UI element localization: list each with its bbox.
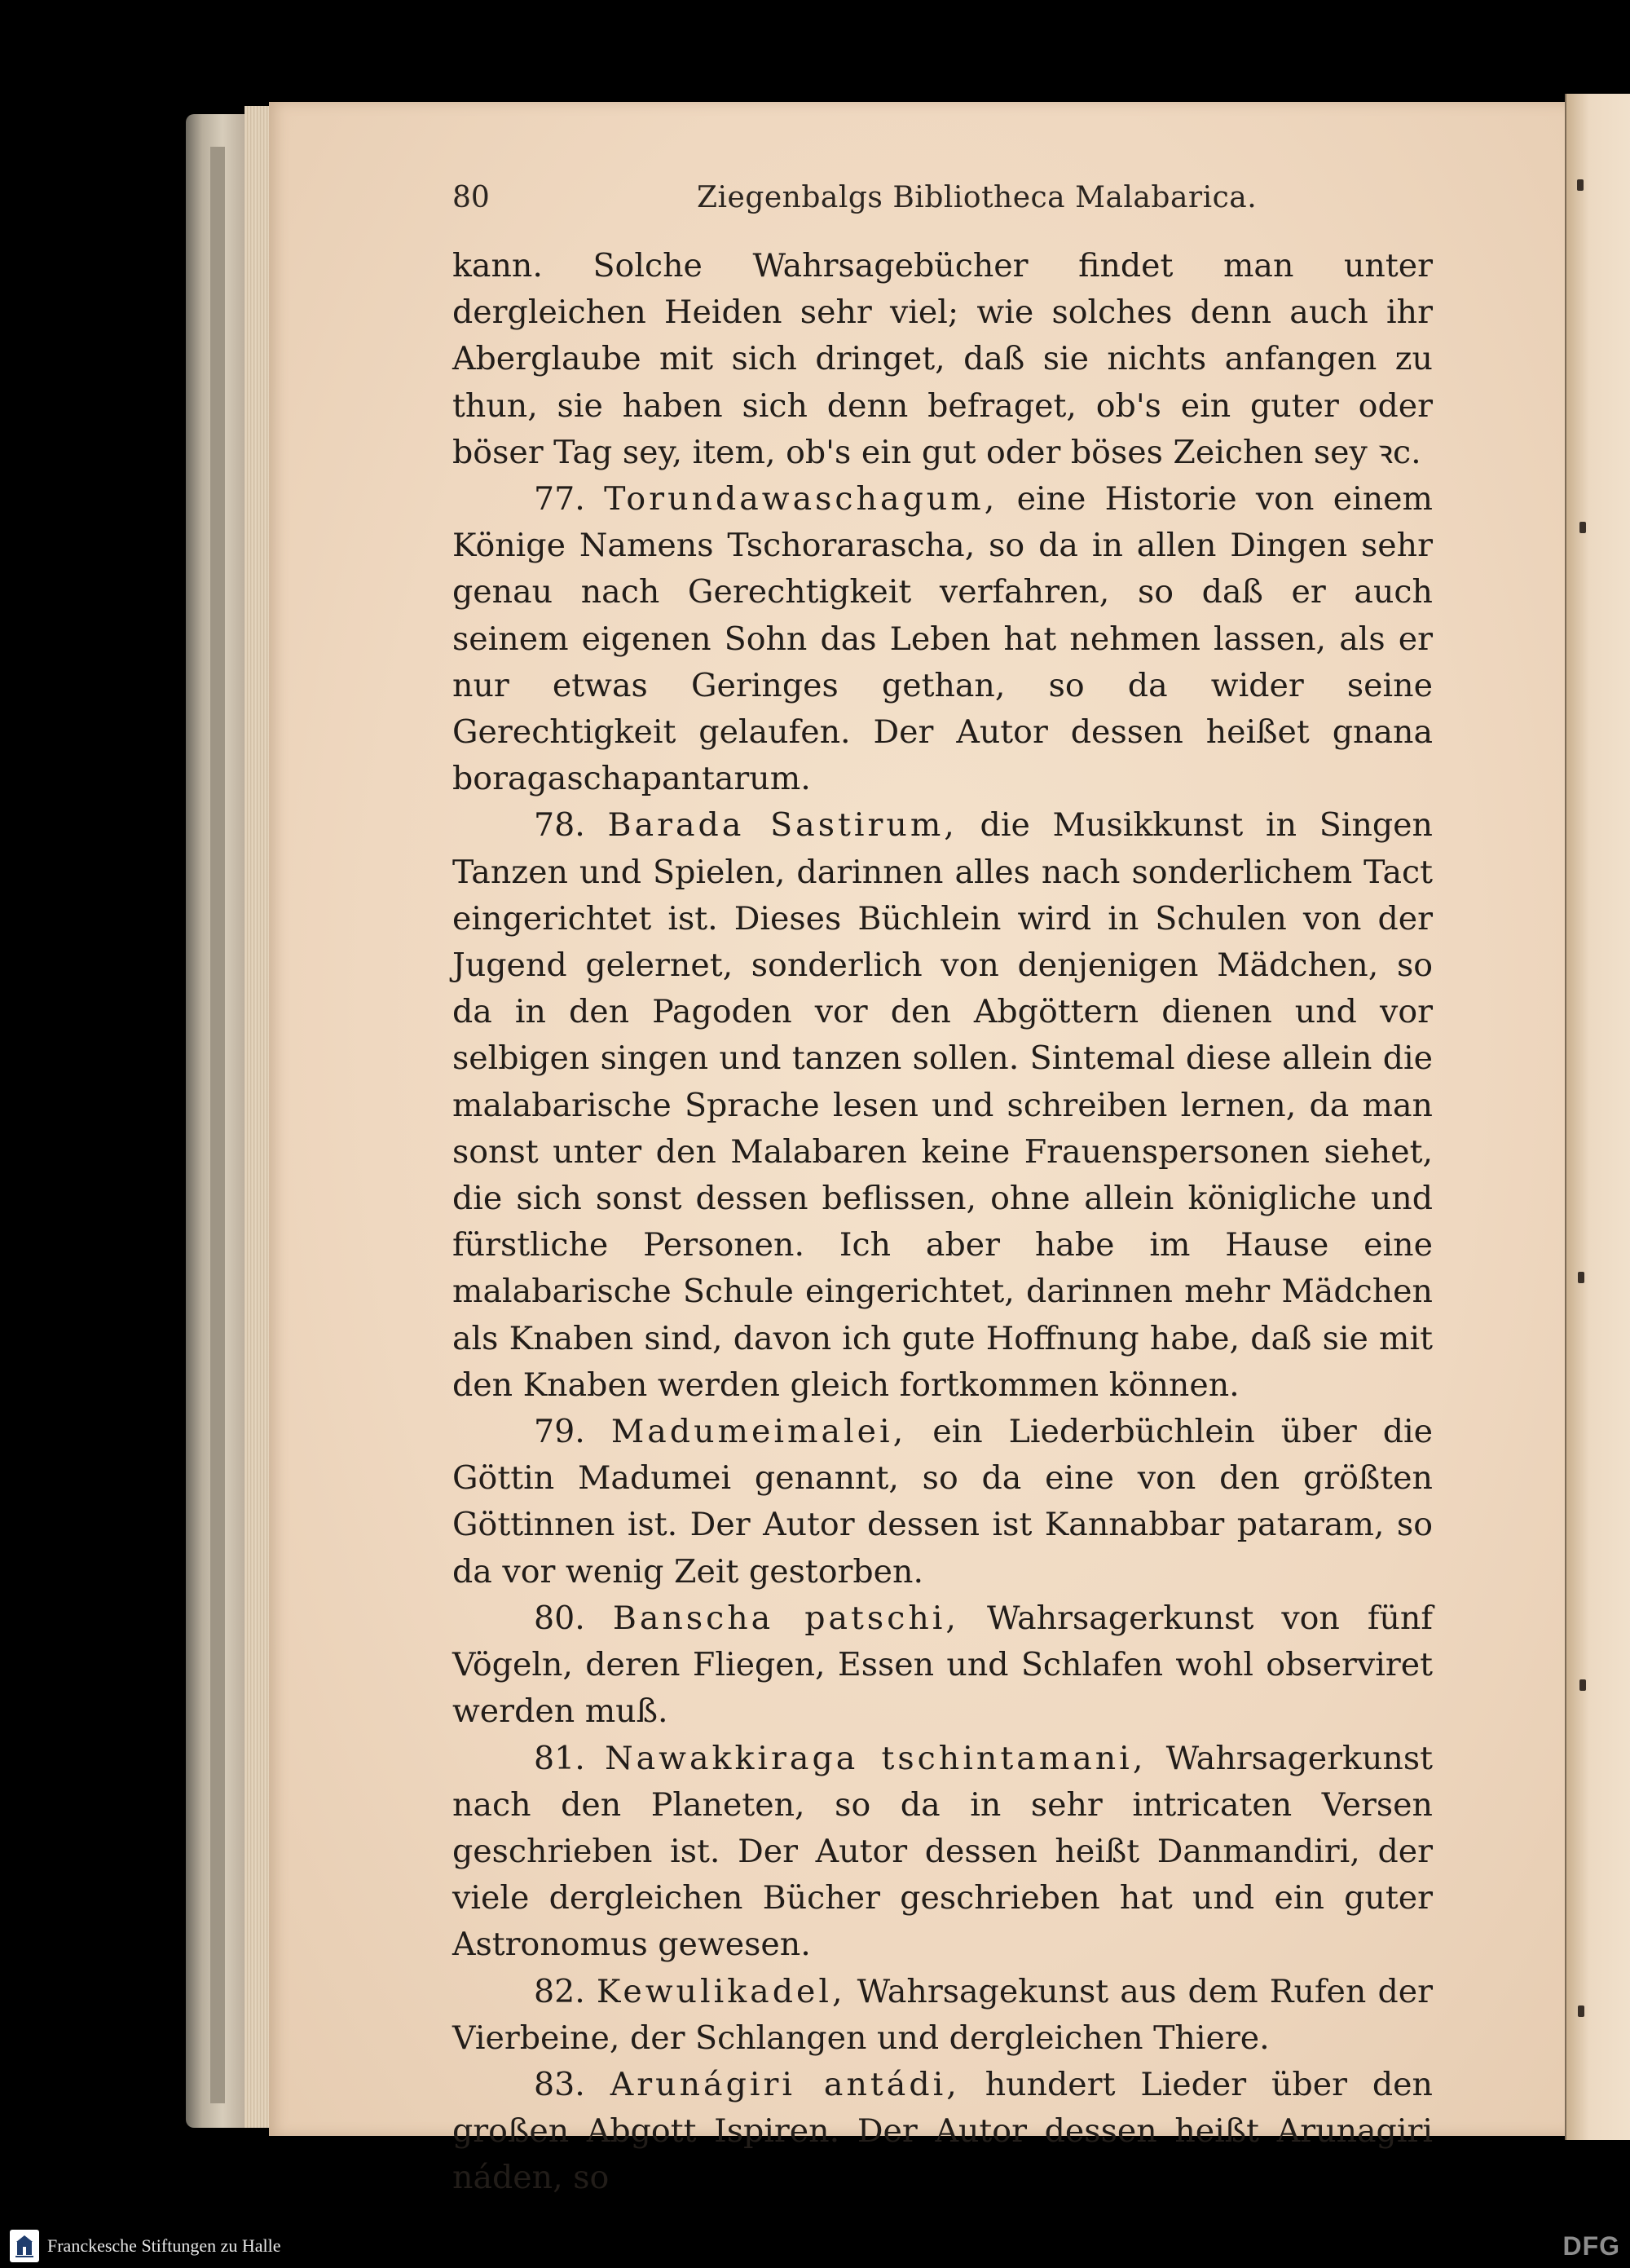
entry-text: ein Liederbüchlein über die Göttin Madumei genannt, so da eine von den größten Göttinnen ist. Der Autor dessen ist Kannabbar pataram, so da vor wenig Zeit gestorben.	[452, 1413, 1433, 1591]
institution-link[interactable]: Franckesche Stiftungen zu Halle	[47, 2235, 281, 2256]
entry-title: Kewulikadel,	[596, 1972, 846, 2010]
catalog-entry-79	[452, 1409, 1433, 1595]
catalog-entry-78	[452, 802, 1433, 1409]
catalog-entry-77	[452, 476, 1433, 802]
page-number: 80	[452, 181, 490, 214]
entry-text: Wahrsagekunst aus dem Rufen der Vierbeine, der Schlangen und dergleichen Thiere.	[452, 1972, 1433, 2057]
catalog-entry-81	[452, 1736, 1433, 1969]
entry-number: 83.	[534, 2065, 585, 2103]
catalog-entry-82	[452, 1969, 1433, 2062]
running-head	[452, 181, 1438, 222]
entry-text: Wahrsagerkunst nach den Planeten, so da in sehr intricaten Versen geschrieben ist. Der Autor dessen heißt Danmandiri, der viele dergleichen Bücher geschrieben hat und ein guter Astronomus gewesen.	[452, 1739, 1433, 1964]
entry-text: eine Historie von einem Könige Namens Tschorarascha, so da in allen Dingen sehr genau nach Gerechtigkeit verfahren, so daß er auch seinem eigenen Sohn das Leben hat nehmen lassen, als er nur etwas Geringes gethan, so da wider seine Gerechtigkeit gelaufen. Der Autor dessen heißet gnana boragaschapantarum.	[452, 480, 1433, 798]
body-text	[452, 243, 1433, 2202]
entry-number: 81.	[534, 1739, 585, 1777]
entry-number: 77.	[534, 480, 585, 518]
entry-title: Arunágiri antádi,	[610, 2065, 960, 2103]
entry-title: Nawakkiraga tschintamani,	[605, 1739, 1147, 1777]
binding-thread-mark	[1577, 179, 1584, 191]
entry-number: 79.	[534, 1413, 585, 1451]
entry-text: hundert Lieder über den großen Abgott Ispiren. Der Autor dessen heißt Arunagiri náden, so	[452, 2065, 1433, 2197]
entry-text: die Musikkunst in Singen Tanzen und Spielen, darinnen alles nach sonderlichem Tact eingerichtet ist. Dieses Büchlein wird in Schulen von der Jugend gelernet, sonderlich von denjenigen Mädchen, so da in den Pagoden vor den Abgöttern dienen und vor selbigen singen und tanzen sollen. Sintemal diese allein die malabarische Sprache lesen und schreiben lernen, da man sonst unter den Malabaren keine Frauenspersonen siehet, die sich sonst dessen beflissen, ohne allein königliche und fürstliche Personen. Ich aber habe im Hause eine malabarische Schule eingerichtet, darinnen mehr Mädchen als Knaben sind, davon ich gute Hoffnung habe, daß sie mit den Knaben werden gleich fortkommen können.	[452, 806, 1433, 1404]
entry-number: 82.	[534, 1972, 585, 2010]
entry-title: Madumeimalei,	[610, 1413, 907, 1451]
entry-title: Torundawaschagum,	[604, 480, 998, 518]
building-icon	[15, 2234, 34, 2258]
binding-thread-mark	[1578, 1272, 1584, 1283]
paragraph-continuation	[452, 243, 1433, 476]
running-title: Ziegenbalgs Bibliotheca Malabarica.	[697, 181, 1258, 214]
catalog-entry-83	[452, 2062, 1433, 2202]
binding-thread-mark	[1579, 1679, 1586, 1691]
entry-title: Banscha patschi,	[612, 1599, 959, 1637]
binding-thread-mark	[1579, 522, 1586, 533]
entry-text: Wahrsagerkunst von fünf Vögeln, deren Fliegen, Essen und Schlafen wohl observiret werden muß.	[452, 1599, 1433, 1731]
entry-number: 80.	[534, 1599, 585, 1637]
binding-thread-mark	[1578, 2005, 1584, 2017]
entry-title: Barada Sastirum,	[607, 806, 958, 845]
franckesche-stiftungen-logo-icon[interactable]	[10, 2230, 39, 2262]
paragraph-text: kann. Solche Wahrsagebücher findet man unter dergleichen Heiden sehr viel; wie solches denn auch ihr Aberglaube mit sich dringet, daß sie nichts anfangen zu thun, sie haben sich denn befraget, ob's ein guter oder böser Tag sey, item, ob's ein gut oder böses Zeichen sey ꝛc.	[452, 247, 1433, 471]
dfg-badge[interactable]: DFG	[1562, 2231, 1620, 2261]
entry-number: 78.	[534, 806, 585, 845]
facing-page-edge	[1565, 94, 1630, 2140]
catalog-entry-80	[452, 1595, 1433, 1736]
book-spine-strip	[210, 147, 225, 2103]
